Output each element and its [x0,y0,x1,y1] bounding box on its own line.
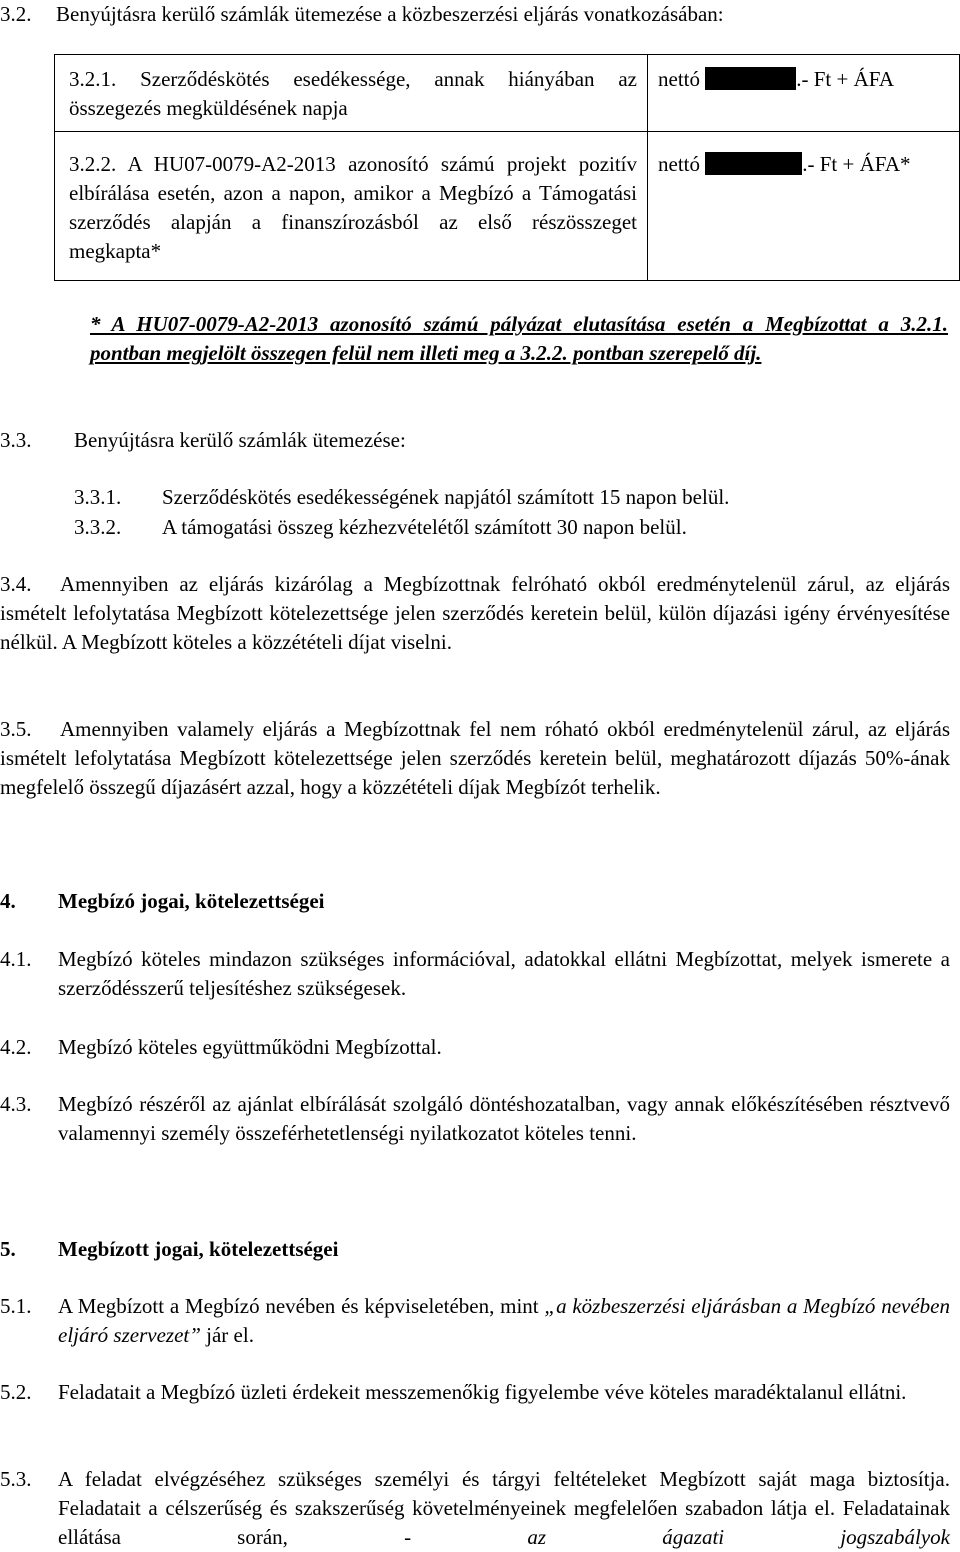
row-text: Szerződéskötés esedékessége, annak hiányában az összegezés megküldésének napja [69,67,638,120]
redacted-amount [705,152,802,175]
section-number: 5.3. [0,1467,32,1491]
section-text: Megbízó köteles együttműködni Megbízottal. [58,1035,442,1059]
table-row [55,132,960,281]
section-text: Feladatait a Megbízó üzleti érdekeit messzemenőkig figyelembe véve köteles maradéktalanul ellátni. [58,1380,907,1404]
table-cell-amount [648,132,960,281]
heading-number: 4. [0,889,16,913]
section-number: 3.3.1. [74,485,122,509]
section-number: 4.3. [0,1092,32,1116]
amount-suffix: .- Ft + ÁFA [796,67,895,91]
table-cell-amount [648,55,960,132]
section-4-3 [0,1090,950,1148]
section-number: 5.1. [0,1294,32,1318]
quoted-term: „a közbeszerzési eljárásban a Megbízó nevében eljáró szervezet” [58,1294,950,1347]
section-text [58,1292,950,1350]
section-number: 4.1. [0,947,32,971]
section-5-3 [0,1465,950,1552]
section-text: Amennyiben az eljárás kizárólag a Megbízottnak felróható okból eredménytelenül zárul, az eljárás ismételt lefolytatása Megbízott kötelezettsége jelen szerződés keretein belül, külön díjazási igény érvényesítése nélkül. A Megbízott köteles a közzétételi díjat viselni. [0,572,950,654]
text-part: A Megbízott a Megbízó nevében és képviseletében, mint [58,1294,539,1318]
heading-number: 5. [0,1237,16,1261]
section-text: Amennyiben valamely eljárás a Megbízottnak fel nem róható okból eredménytelenül zárul, az eljárás ismételt lefolytatása Megbízott kötelezettsége jelen szerződés keretein belül, meghatározott díjazás 50%-ának megfelelő összegű díjazásért azzal, hogy a közzétételi díjak Megbízót terhelik. [0,717,950,799]
section-4-1 [0,945,950,1003]
italic-part: az ágazati jogszabályok [527,1525,950,1549]
section-text: Benyújtásra kerülő számlák ütemezése a közbeszerzési eljárás vonatkozásában: [56,2,724,26]
row-number: 3.2.1. [69,67,117,91]
section-text [58,1465,950,1552]
amount-prefix: nettó [658,67,700,91]
row-number: 3.2.2. [69,152,117,176]
section-number: 3.3.2. [74,515,122,539]
section-5-2 [0,1378,950,1407]
section-4-2 [0,1033,950,1062]
section-number: 4.2. [0,1035,32,1059]
text-part: A feladat elvégzéséhez szükséges személyi és tárgyi feltételeket Megbízott saját maga biztosítja. Feladatait a célszerűség és szakszerűség követelményeinek megfelelően szabadon látja el. Feladatainak ellátása során, - [58,1467,950,1549]
fee-schedule-table [54,54,960,281]
amount-prefix: nettó [658,152,700,176]
amount-suffix: .- Ft + ÁFA* [802,152,911,176]
section-number: 5.2. [0,1380,32,1404]
footnote: * A HU07-0079-A2-2013 azonosító számú pályázat elutasítása esetén a Megbízottat a 3.2.1. pontban megjelölt összegen felül nem illeti meg a 3.2.2. pontban szerepelő díj. [90,312,948,365]
section-text: A támogatási összeg kézhezvételétől számított 30 napon belül. [162,515,687,539]
redacted-amount [705,67,796,90]
section-5-1 [0,1292,950,1350]
section-text: Szerződéskötés esedékességének napjától számított 15 napon belül. [162,485,730,509]
table-row [55,55,960,132]
section-number: 3.3. [0,428,32,452]
section-text: Megbízó köteles mindazon szükséges információval, adatokkal ellátni Megbízottat, melyek ismerete a szerződésszerű teljesítéshez szükségesek. [58,947,950,1000]
heading-text: Megbízott jogai, kötelezettségei [58,1237,339,1261]
table-cell-description [55,55,648,132]
table-cell-description [55,132,648,281]
section-text: Megbízó részéről az ajánlat elbírálását szolgáló döntéshozatalban, vagy annak előkészítésében résztvevő valamennyi személy összeférhetetlenségi nyilatkozatot köteles tenni. [58,1092,950,1145]
text-part: jár el. [206,1323,254,1347]
section-3-5 [0,715,950,802]
heading-text: Megbízó jogai, kötelezettségei [58,889,325,913]
section-number: 3.2. [0,2,32,26]
section-number: 3.5. [0,717,32,741]
section-3-4 [0,570,950,657]
row-text: A HU07-0079-A2-2013 azonosító számú projekt pozitív elbírálása esetén, azon a napon, amikor a Megbízó a Támogatási szerződés alapján a finanszírozásból az első részösszeget megkapta* [69,152,638,263]
section-text: Benyújtásra kerülő számlák ütemezése: [74,428,406,452]
section-number: 3.4. [0,572,32,596]
